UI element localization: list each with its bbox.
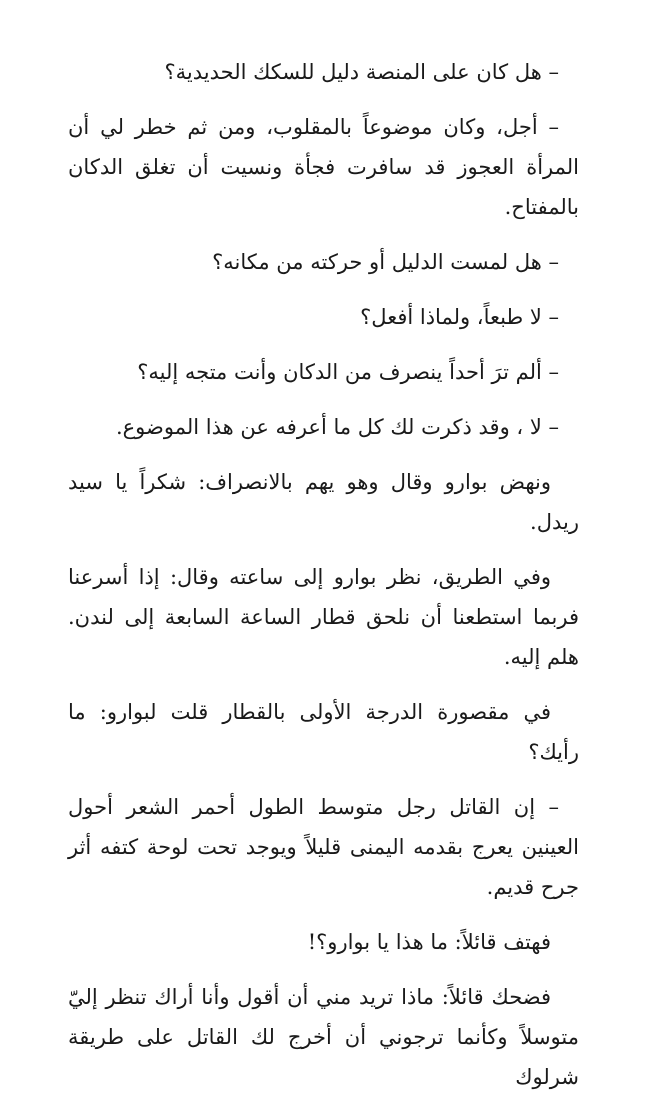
dialogue-line: – لا طبعاً، ولماذا أفعل؟	[360, 305, 559, 329]
dialogue-line: – إن القاتل رجل متوسط الطول أحمر الشعر أحول العينين يعرج بقدمه اليمنى قليلاً ويوجد تحت لوحة كتفه أثر جرح قديم.	[68, 795, 579, 899]
narrative-paragraph: فضحك قائلاً: ماذا تريد مني أن أقول وأنا أراك تنظر إليّ متوسلاً وكأنما ترجوني أن أخرج لك القاتل على طريقة شرلوك	[68, 985, 579, 1089]
narrative-paragraph: فهتف قائلاً: ما هذا يا بوارو؟!	[307, 930, 551, 954]
narrative-paragraph: ونهض بوارو وقال وهو يهم بالانصراف: شكراً يا سيد ريدل.	[68, 470, 579, 534]
dialogue-line: – لا ، وقد ذكرت لك كل ما أعرفه عن هذا الموضوع.	[115, 415, 559, 439]
dialogue-line: – أجل، وكان موضوعاً بالمقلوب، ومن ثم خطر لي أن المرأة العجوز قد سافرت فجأة ونسيت أن تغلق الدكان بالمفتاح.	[68, 115, 579, 219]
dialogue-line: – ألم ترَ أحداً ينصرف من الدكان وأنت متجه إليه؟	[137, 360, 559, 384]
dialogue-line: – هل كان على المنصة دليل للسكك الحديدية؟	[164, 60, 559, 84]
narrative-paragraph: وفي الطريق، نظر بوارو إلى ساعته وقال: إذا أسرعنا فربما استطعنا أن نلحق قطار الساعة السابعة إلى لندن. هلم إليه.	[68, 565, 579, 669]
narrative-paragraph: في مقصورة الدرجة الأولى بالقطار قلت لبوارو: ما رأيك؟	[68, 700, 579, 764]
dialogue-line: – هل لمست الدليل أو حركته من مكانه؟	[212, 250, 559, 274]
